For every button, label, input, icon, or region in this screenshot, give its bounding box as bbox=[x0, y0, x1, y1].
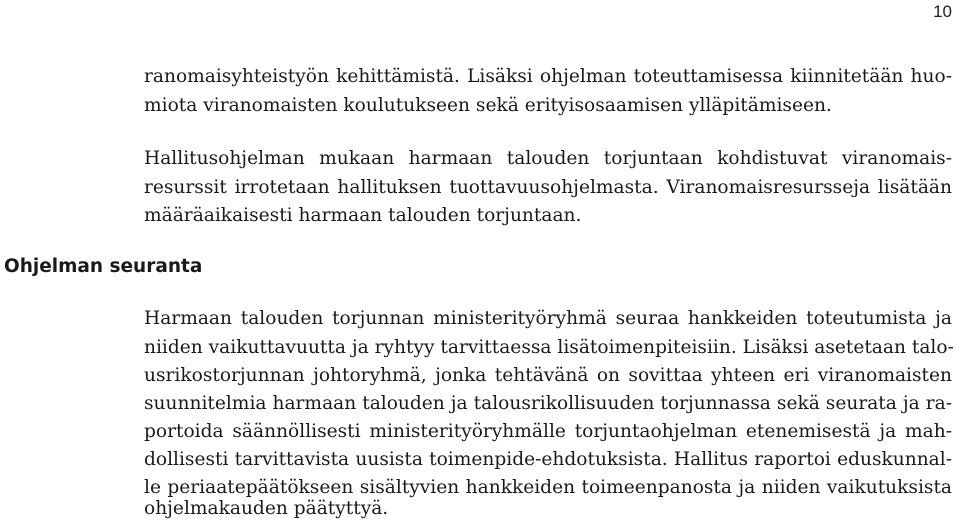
paragraph-3-line-8: ohjelmakauden päätyttyä. bbox=[144, 498, 389, 519]
paragraph-3-line-7: le periaatepäätökseen sisältyvien hankkeiden toimeenpanosta ja niiden vaikutuksista bbox=[144, 477, 952, 498]
paragraph-3-line-6: dollisesti tarvittavista uusista toimenpide-ehdotuksista. Hallitus raportoi eduskunnal- bbox=[144, 449, 952, 470]
paragraph-1-line-2: miota viranomaisten koulutukseen sekä erityisosaamisen ylläpitämiseen. bbox=[144, 95, 832, 116]
paragraph-1-line-1: ranomaisyhteistyön kehittämistä. Lisäksi ohjelman toteuttamisessa kiinnitetään huo- bbox=[144, 66, 952, 87]
paragraph-2-line-3: määräaikaisesti harmaan talouden torjuntaan. bbox=[144, 205, 582, 226]
paragraph-3-line-3: usrikostorjunnan johtoryhmä, jonka tehtävänä on sovittaa yhteen eri viranomaisten bbox=[144, 365, 952, 386]
paragraph-2-line-2: resurssit irrotetaan hallituksen tuottavuusohjelmasta. Viranomaisresursseja lisätään bbox=[144, 177, 952, 198]
paragraph-2-line-1: Hallitusohjelman mukaan harmaan talouden torjuntaan kohdistuvat viranomais- bbox=[144, 148, 952, 169]
page-number: 10 bbox=[933, 2, 952, 21]
paragraph-3-line-5: portoida säännöllisesti ministerityöryhmälle torjuntaohjelman etenemisestä ja mah- bbox=[144, 421, 952, 442]
paragraph-3-line-4: suunnitelmia harmaan talouden ja talousrikollisuuden torjunnassa sekä seurata ja ra- bbox=[144, 393, 952, 414]
section-heading: Ohjelman seuranta bbox=[4, 256, 203, 277]
paragraph-3-line-2: niiden vaikuttavuutta ja ryhtyy tarvittaessa lisätoimenpiteisiin. Lisäksi asetetaan talo- bbox=[144, 337, 954, 358]
paragraph-3-line-1: Harmaan talouden torjunnan ministerityöryhmä seuraa hankkeiden toteutumista ja bbox=[144, 308, 952, 329]
